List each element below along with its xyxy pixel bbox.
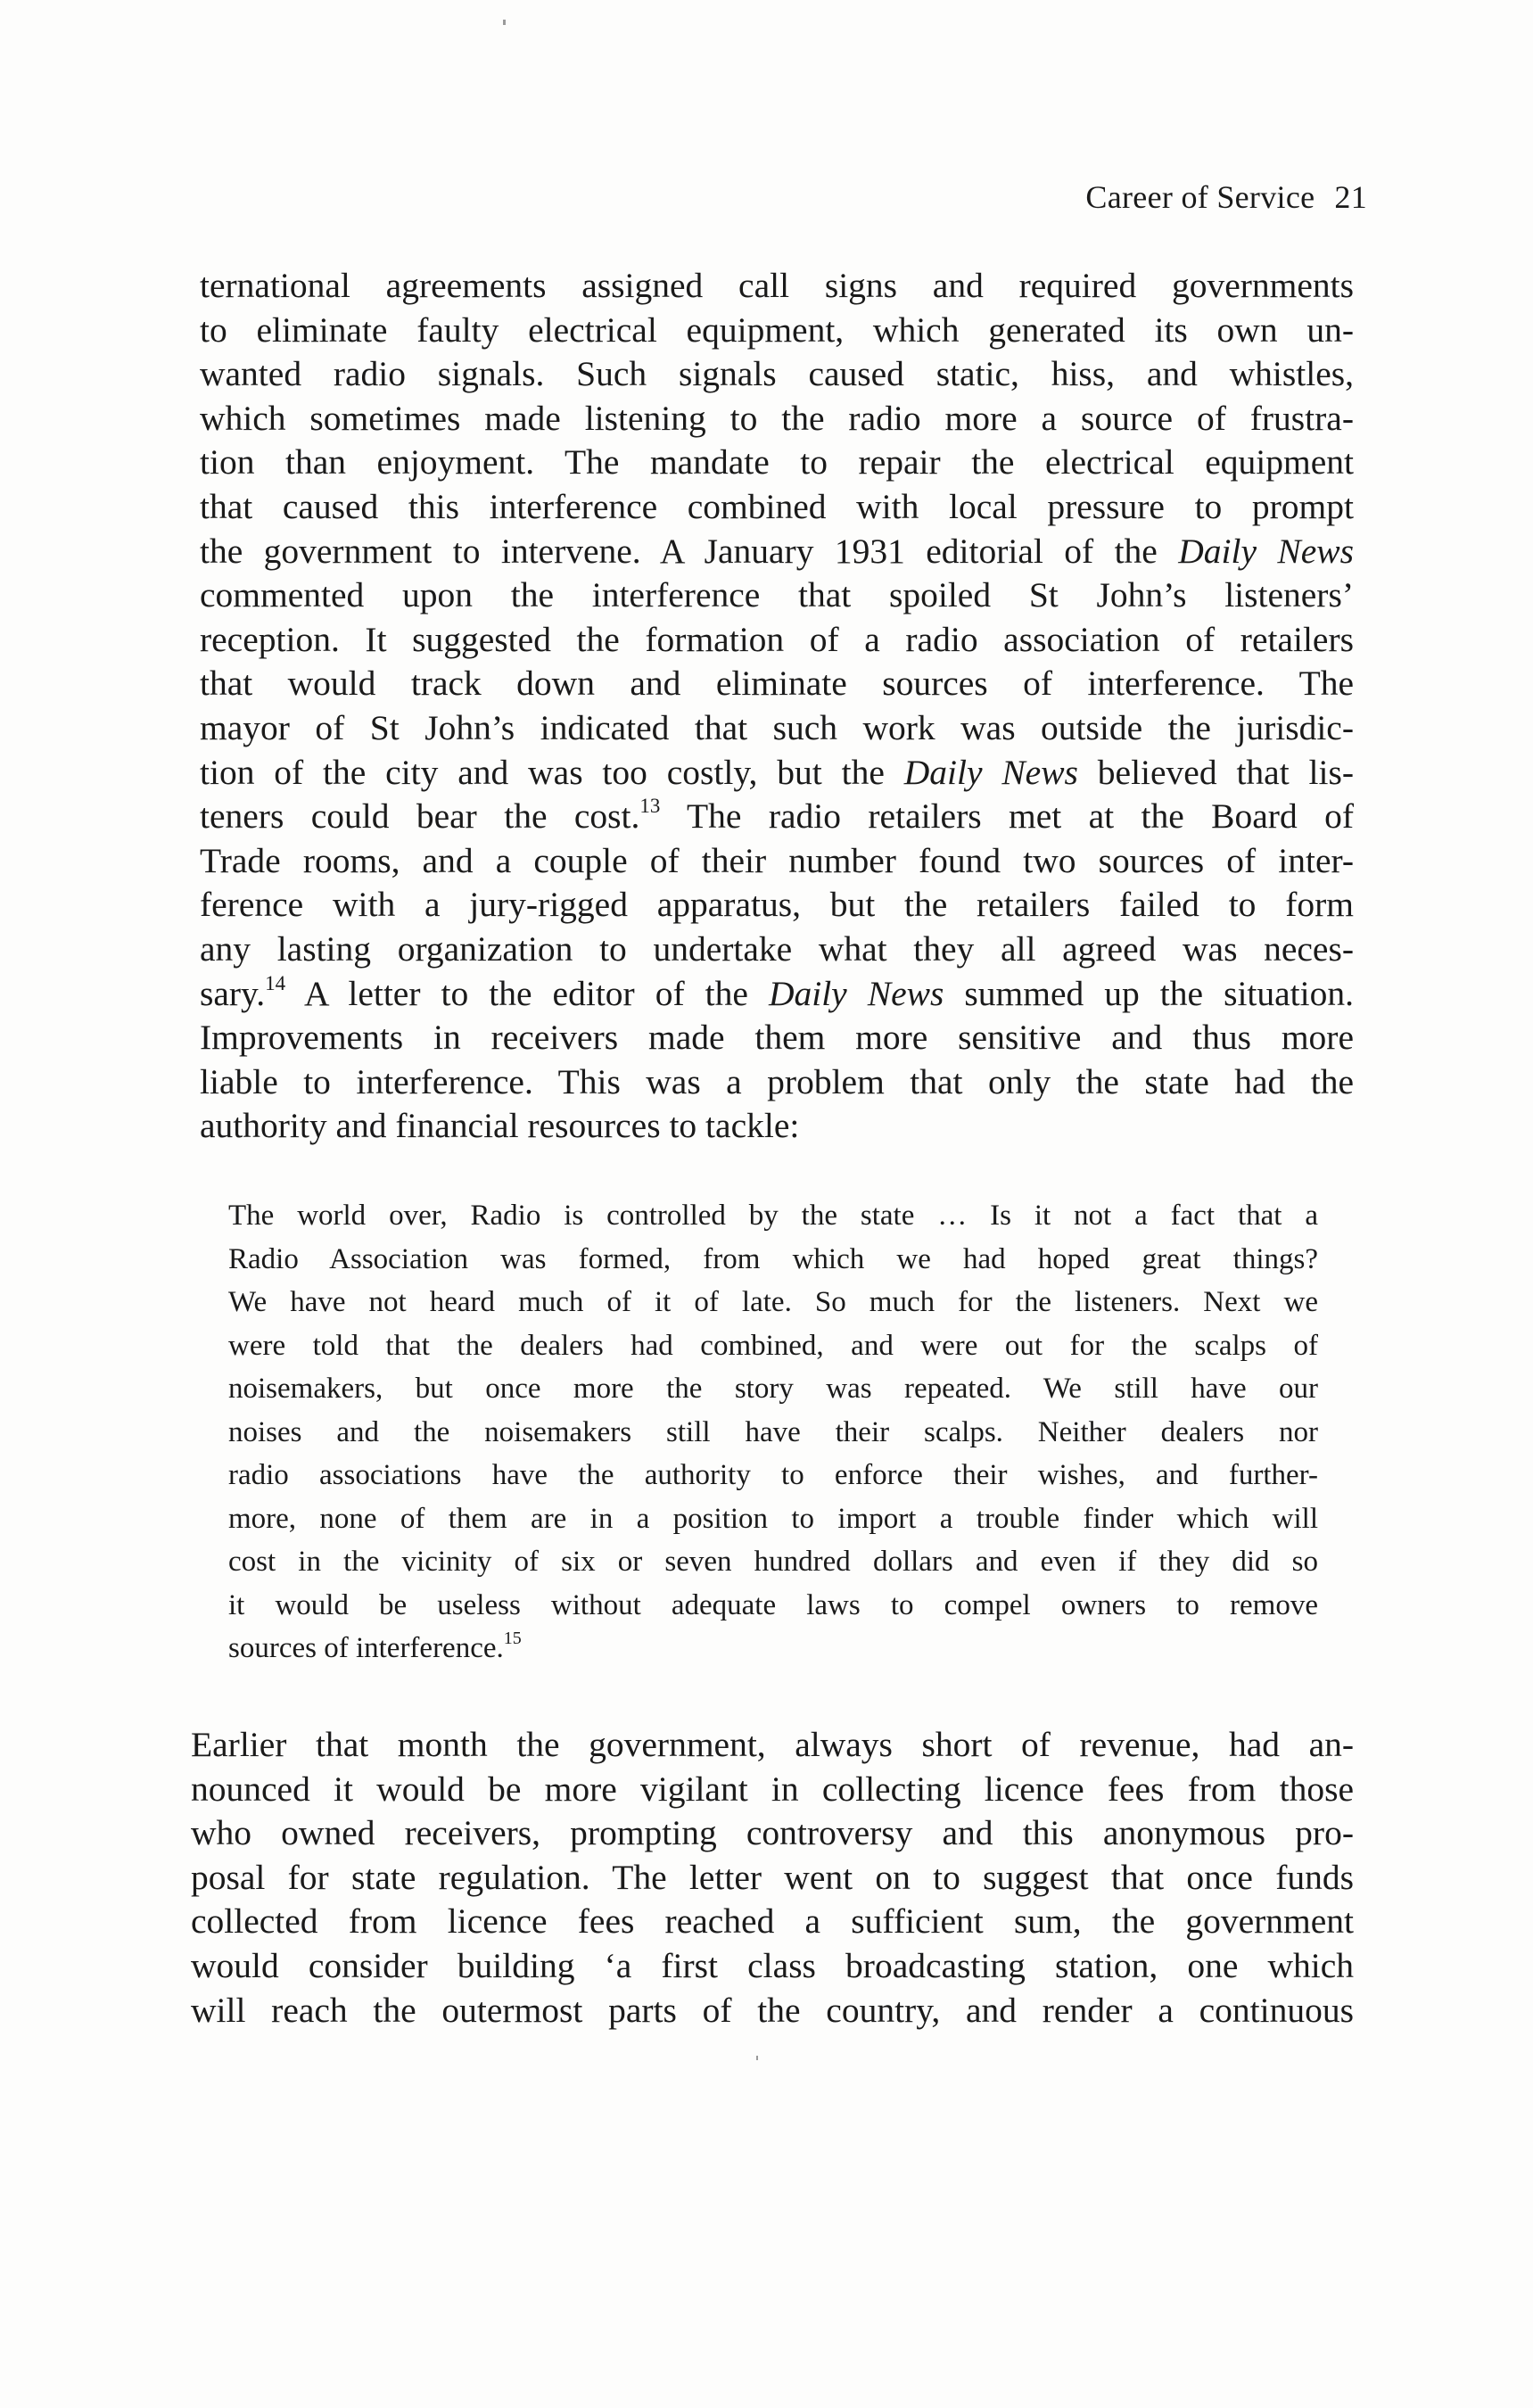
text-line: would consider building ‘a first class broadcasting station, one which (191, 1945, 1354, 1985)
quote-line: it would be useless without adequate laws to compel owners to remove (228, 1588, 1318, 1621)
text-segment: believed that lis- (1077, 752, 1355, 792)
text-line: reception. It suggested the formation of a radio association of retailers (200, 619, 1354, 659)
text-line (200, 972, 1354, 1017)
text-line: will reach the outermost parts of the country, and render a continuous (191, 1990, 1354, 2030)
text-line: commented upon the interference that spoiled St John’s listeners’ (200, 575, 1354, 615)
block-quote (228, 1194, 1318, 1670)
text-line: who owned receivers, prompting controversy and this anonymous pro- (191, 1813, 1354, 1853)
text-segment: The radio retailers met at the Board of (660, 796, 1354, 837)
text-line: Earlier that month the government, always short of revenue, had an- (191, 1725, 1354, 1764)
quote-line: were told that the dealers had combined, and were out for the scalps of (228, 1329, 1318, 1362)
quote-line: more, none of them are in a position to import a trouble finder which will (228, 1502, 1318, 1535)
text-line: tion than enjoyment. The mandate to repair the electrical equipment (200, 442, 1354, 482)
scan-speck (503, 20, 506, 25)
text-line: ternational agreements assigned call signs and required governments (200, 266, 1354, 305)
publication-title: Daily News (1178, 531, 1354, 571)
body-paragraph-2 (191, 1723, 1354, 2033)
text-line: collected from licence fees reached a sufficient sum, the government (191, 1901, 1354, 1942)
quote-line: noises and the noisemakers still have their scalps. Neither dealers nor (228, 1415, 1318, 1448)
text-line: Improvements in receivers made them more sensitive and thus more (200, 1018, 1354, 1058)
text-line: posal for state regulation. The letter went on to suggest that once funds (191, 1857, 1354, 1897)
quote-line: The world over, Radio is controlled by the state … Is it not a fact that a (228, 1200, 1318, 1232)
page-number: 21 (1334, 179, 1367, 215)
footnote-marker: 15 (503, 1629, 522, 1648)
quote-line (228, 1627, 1318, 1670)
text-line (200, 795, 1354, 839)
quote-line: Radio Association was formed, from which we had hoped great things? (228, 1242, 1318, 1275)
footnote-marker: 13 (639, 795, 661, 818)
quote-line: We have not heard much of it of late. So much for the listeners. Next we (228, 1286, 1318, 1318)
running-head (1085, 178, 1367, 216)
publication-title: Daily News (903, 752, 1078, 792)
text-segment: the government to intervene. A January 1931 editorial of the (200, 531, 1179, 571)
text-segment: A letter to the editor of the (285, 973, 769, 1013)
text-line: any lasting organization to undertake what they all agreed was neces- (200, 928, 1354, 969)
text-line: Trade rooms, and a couple of their number found two sources of inter- (200, 840, 1354, 880)
text-line: authority and financial resources to tackle: (200, 1106, 800, 1146)
scan-speck (756, 2056, 758, 2060)
text-line: mayor of St John’s indicated that such work was outside the jurisdic- (200, 707, 1354, 747)
text-line: that would track down and eliminate sources of interference. The (200, 664, 1354, 704)
text-line: which sometimes made listening to the radio more a source of frustra- (200, 398, 1354, 438)
quote-line: radio associations have the authority to enforce their wishes, and further- (228, 1459, 1318, 1491)
footnote-marker: 14 (265, 971, 286, 994)
text-line: wanted radio signals. Such signals caused static, hiss, and whistles, (200, 354, 1354, 394)
running-title: Career of Service (1085, 179, 1315, 215)
body-paragraph-1 (200, 264, 1354, 1149)
text-line: ference with a jury-rigged apparatus, but the retailers failed to form (200, 885, 1354, 925)
text-line: nounced it would be more vigilant in collecting licence fees from those (191, 1769, 1354, 1809)
text-segment: summed up the situation. (944, 973, 1354, 1013)
quote-line: noisemakers, but once more the story was repeated. We still have our (228, 1373, 1318, 1405)
publication-title: Daily News (768, 973, 944, 1013)
text-line (200, 751, 1354, 796)
quote-line: cost in the vicinity of six or seven hundred dollars and even if they did so (228, 1546, 1318, 1578)
text-segment: teners could bear the cost. (200, 796, 640, 837)
text-line (200, 530, 1354, 574)
text-segment: sary. (200, 973, 266, 1013)
text-line: that caused this interference combined with local pressure to prompt (200, 486, 1354, 526)
text-segment: sources of interference. (228, 1632, 504, 1664)
text-segment: tion of the city and was too costly, but the (200, 752, 904, 792)
text-line: to eliminate faulty electrical equipment, which generated its own un- (200, 309, 1354, 350)
text-line: liable to interference. This was a problem that only the state had the (200, 1061, 1354, 1101)
